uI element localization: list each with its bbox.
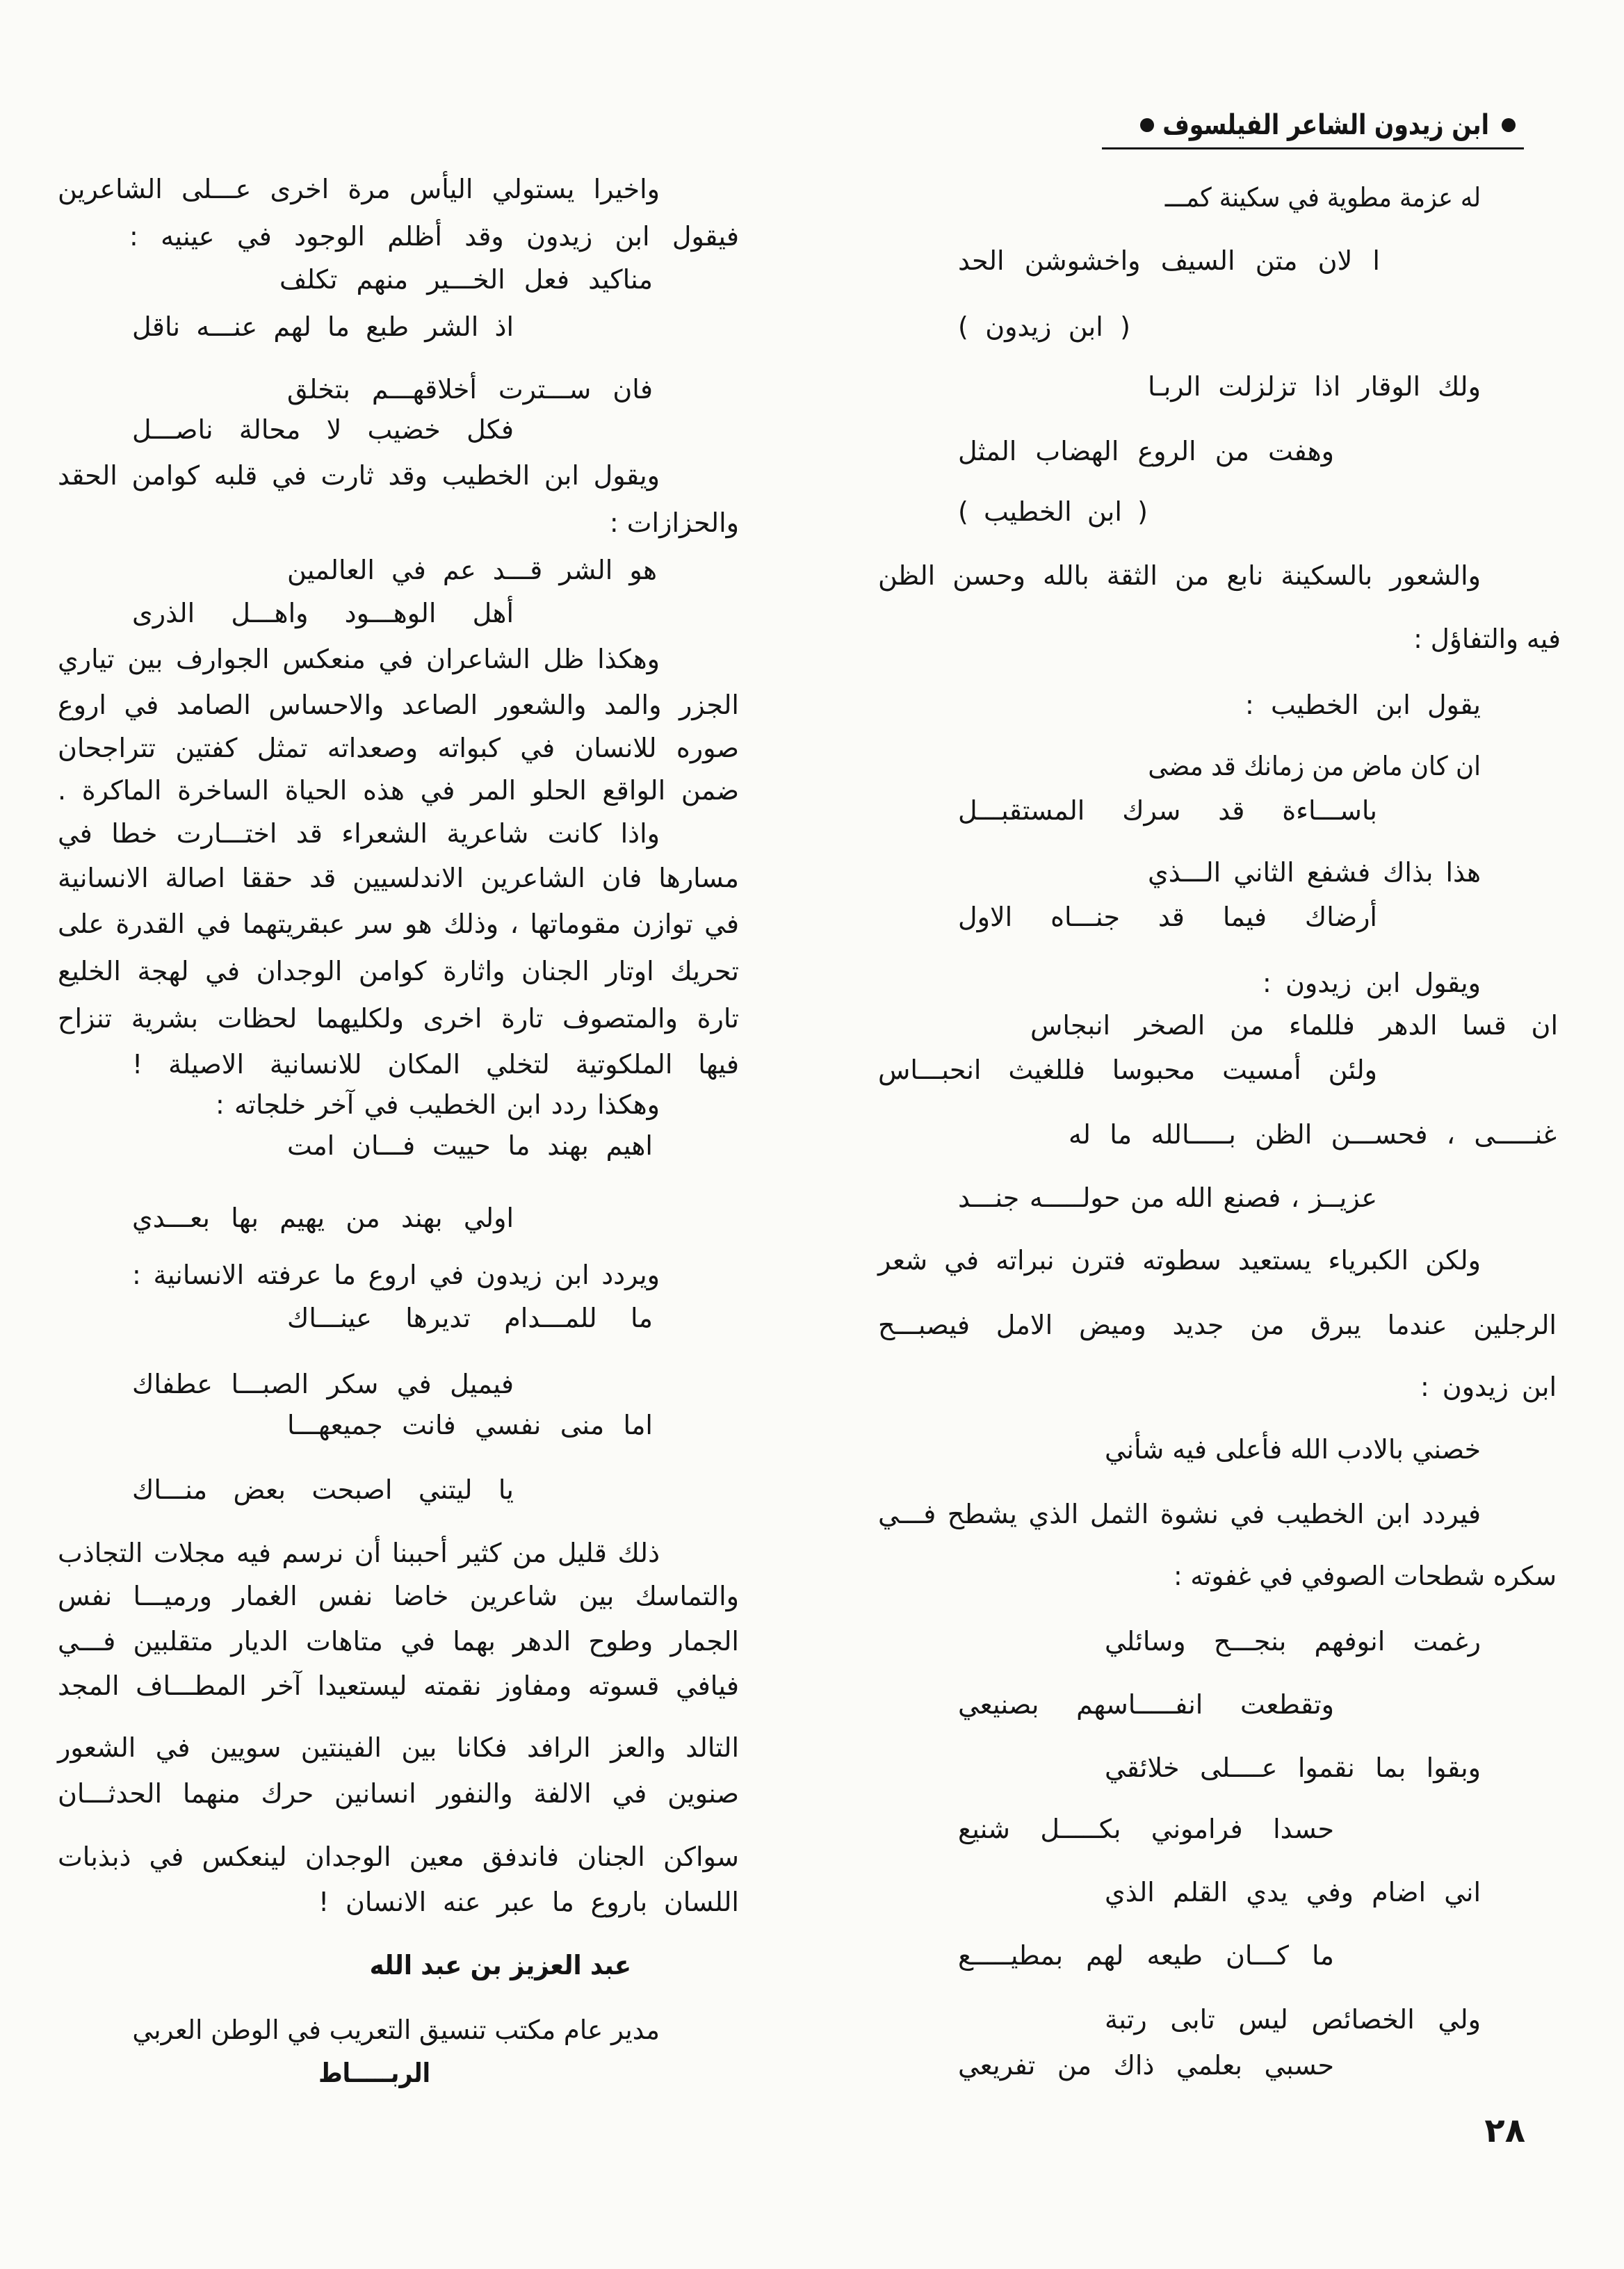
text-line: ذلك قليل من كثير أحببنا أن نرسم فيه مجلات التجاذب: [58, 1538, 660, 1568]
bullet-icon: [1140, 118, 1154, 132]
verse-line: ولي الخصائص ليس تابى رتبة: [1105, 2004, 1481, 2035]
verse-line: ولئن أمسيت محبوسا فللغيث انحبـــاس: [878, 1055, 1377, 1085]
text-line: في توازن مقوماتها ، وذلك هو سر عبقريتهما في القدرة على: [58, 909, 739, 939]
verse-line: اني اضام وفي يدي القلم الذي: [1105, 1877, 1481, 1908]
verse-line: اذ الشر طبع ما لهم عنـــه ناقل: [132, 311, 514, 342]
text-line: الرجلين عندما يبرق من جديد وميض الامل فيصبـــح: [878, 1310, 1557, 1340]
verse-line: مناكيد فعل الخـــير منهم تكلف: [279, 264, 653, 295]
text-line: ابن زيدون :: [1420, 1372, 1557, 1402]
verse-line: فان ســـترت أخلاقهـــم بتخلق: [287, 374, 653, 405]
text-line: والتماسك بين شاعرين خاضا نفس الغمار ورميـــا نفس: [58, 1581, 739, 1611]
verse-line: خصني بالادب الله فأعلى فيه شأني: [1105, 1434, 1481, 1465]
text-line: والحزازات :: [609, 507, 739, 538]
attribution: ( ابن الخطيب ): [958, 496, 1148, 527]
verse-line: وتقطعت انفـــــاسهم بصنيعي: [958, 1689, 1334, 1720]
text-line: فيها الملكوتية لتخلي المكان للانسانية الاصيلة !: [132, 1049, 739, 1080]
text-line: الجمار وطوح الدهر بهما في متاهات الديار متقلبين فـــي: [58, 1626, 739, 1657]
text-line: تارة والمتصوف تارة اخرى ولكليهما لحظات بشرية تنزاح: [58, 1003, 739, 1034]
text-line: ويقول ابن الخطيب وقد ثارت في قلبه كوامن الحقد: [58, 460, 660, 491]
text-line: وهكذا ردد ابن الخطيب في آخر خلجاته :: [216, 1089, 660, 1120]
verse-line: أرضاك فيما قد جنـــاه الاول: [958, 902, 1377, 932]
page-number: ٢٨: [1484, 2111, 1525, 2150]
verse-line: اهيم بهند ما حييت فـــان امت: [287, 1130, 653, 1161]
text-line: الجزر والمد والشعور الصاعد والاحساس الصامد في اروع: [58, 690, 739, 720]
verse-line: رغمت انوفهم بنجـــح وسائلي: [1105, 1626, 1481, 1657]
text-line: صنوين في الالفة والنفور انسانين حرك منهما الحدثـــان: [58, 1778, 739, 1809]
text-line: تحريك اوتار الجنان واثارة كوامن الوجدان في لهجة الخليع: [58, 956, 739, 986]
verse-line: هو الشر قـــد عم في العالمين: [287, 555, 657, 585]
text-line: مسارها فان الشاعرين الاندلسيين قد حققا اصالة الانسانية: [58, 863, 739, 893]
verse-line: ان كان ماض من زمانك قد مضى: [1148, 751, 1481, 781]
text-line: والشعور بالسكينة نابع من الثقة بالله وحسن الظن: [878, 560, 1481, 591]
bullet-icon: [1502, 118, 1516, 132]
text-line: يقول ابن الخطيب :: [1245, 690, 1481, 720]
verse-line: فيميل في سكر الصبـــا عطفاك: [132, 1369, 514, 1399]
text-line: ضمن الواقع الحلو المر في هذه الحياة الساخرة الماكرة .: [58, 775, 739, 806]
verse-line: باســـاءة قد سرك المستقبـــل: [958, 795, 1377, 826]
author-city: الربـــــاط: [318, 2058, 430, 2088]
verse-line: اولي بهند من يهيم بها بعـــدي: [132, 1203, 514, 1233]
text-line: سكره شطحات الصوفي في غفوته :: [1174, 1561, 1557, 1591]
text-line: ويقول ابن زيدون :: [1262, 968, 1481, 998]
verse-line: يا ليتني اصبحت بعض منـــاك: [132, 1474, 514, 1505]
verse-line: ولك الوقار اذا تزلزلت الربـا: [1148, 371, 1481, 402]
header-rule: [1102, 147, 1524, 149]
text-line: صوره للانسان في كبواته وصعداته تمثل كفتين تتراجحان: [58, 733, 739, 763]
verse-line: أهل الوهـــود واهـــل الذرى: [132, 598, 514, 628]
text-line: وهكذا ظل الشاعران في منعكس الجوارف بين تياري: [58, 644, 660, 674]
text-line: فيردد ابن الخطيب في نشوة الثمل الذي يشطح فـــي: [878, 1499, 1481, 1529]
text-line: فيافي قسوته ومفاوز نقمته ليستعيدا آخر المطـــاف المجد: [58, 1670, 739, 1701]
text-line: فيه والتفاؤل :: [1413, 624, 1561, 654]
text-line: ويردد ابن زيدون في اروع ما عرفته الانسانية :: [132, 1260, 660, 1290]
text-line: ولكن الكبرياء يستعيد سطوته فترن نبراته في شعر: [878, 1245, 1481, 1276]
verse-line: له عزمة مطوية في سكينة كمـــ: [1164, 182, 1481, 213]
verse-line: ان قسا الدهر فللماء من الصخر انبجاس: [1030, 1010, 1558, 1041]
text-line: سواكن الجنان فاندفق معين الوجدان لينعكس في ذبذبات: [58, 1841, 739, 1872]
verse-line: ا لان متن السيف واخشوشن الحد: [958, 245, 1380, 276]
text-line: التالد والعز الرافد فكانا بين الفينتين سويين في الشعور: [58, 1732, 739, 1763]
text-line: واذا كانت شاعرية الشعراء قد اختـــارت خطا في: [58, 818, 660, 849]
verse-line: حسدا فراموني بكـــــل شنيع: [958, 1814, 1334, 1844]
author-name: عبد العزيز بن عبد الله: [369, 1950, 631, 1981]
verse-line: فكل خضيب لا محالة ناصـــل: [132, 414, 514, 445]
verse-line: ما كـــان طيعه لهم بمطيـــــع: [958, 1940, 1334, 1971]
running-header-title: ابن زيدون الشاعر الفيلسوف: [1162, 109, 1489, 141]
text-line: فيقول ابن زيدون وقد أظلم الوجود في عينيه :: [129, 221, 739, 252]
verse-line: اما منى نفسي فانت جميعهـــا: [287, 1410, 653, 1440]
attribution: ( ابن زيدون ): [958, 311, 1130, 342]
verse-line: هذا بذاك فشفع الثاني الـــذي: [1148, 857, 1481, 888]
verse-line: ما للمـــدام تديرها عينـــاك: [287, 1303, 653, 1333]
verse-line: غنـــــى ، فحســـن الظن بـــــالله ما له: [1069, 1119, 1557, 1150]
text-line: اللسان باروع ما عبر عنه الانسان !: [318, 1887, 739, 1917]
verse-line: وهفت من الروع الهضاب المثل: [958, 436, 1334, 466]
verse-line: عزيــز ، فصنع الله من حولـــــه جنـــد: [958, 1182, 1377, 1213]
verse-line: حسبي بعلمي ذاك من تفريعي: [958, 2050, 1334, 2081]
text-line: واخيرا يستولي اليأس مرة اخرى عـــلى الشاعرين: [58, 174, 660, 204]
author-position: مدير عام مكتب تنسيق التعريب في الوطن العربي: [132, 2015, 660, 2045]
verse-line: وبقوا بما نقموا عــــلى خلائقي: [1105, 1752, 1481, 1783]
